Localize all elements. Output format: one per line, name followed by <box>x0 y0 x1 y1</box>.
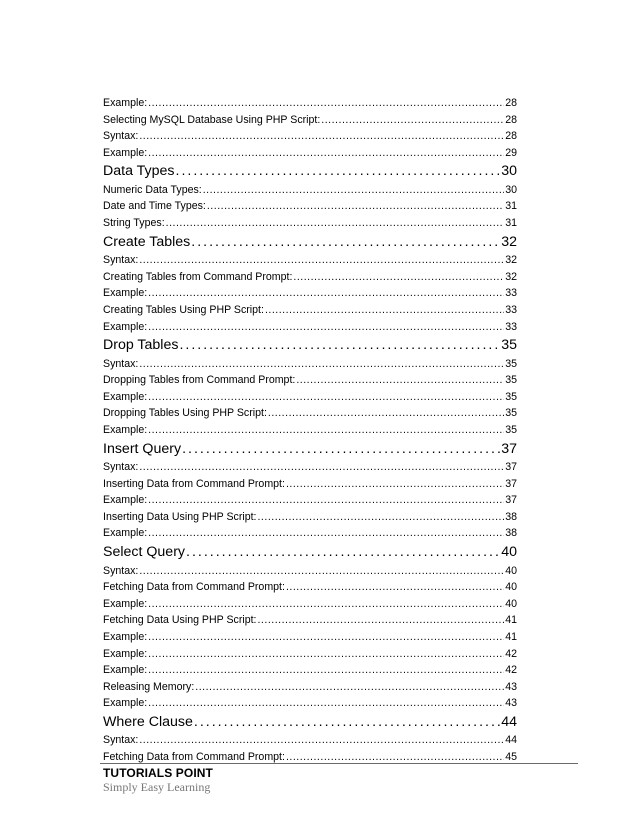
dot-leader <box>186 542 500 563</box>
toc-entry-page: 33 <box>505 303 517 316</box>
dot-leader <box>148 629 504 646</box>
toc-entry-page: 30 <box>505 183 517 196</box>
dot-leader <box>268 405 504 422</box>
toc-entry-label: Releasing Memory: <box>103 680 195 693</box>
footer-subtitle: Simply Easy Learning <box>103 780 211 794</box>
dot-leader <box>148 95 504 112</box>
toc-entry[interactable] <box>103 372 517 389</box>
toc-entry[interactable] <box>103 596 517 613</box>
toc-entry-label: Select Query <box>103 544 186 561</box>
toc-entry[interactable] <box>103 459 517 476</box>
toc-entry[interactable] <box>103 579 517 596</box>
dot-leader <box>148 285 504 302</box>
toc-entry-page: 41 <box>505 614 517 627</box>
toc-entry[interactable] <box>103 285 517 302</box>
toc-entry-label: Inserting Data Using PHP Script: <box>103 510 257 523</box>
toc-entry[interactable] <box>103 112 517 129</box>
dot-leader <box>293 269 504 286</box>
toc-entry[interactable] <box>103 252 517 269</box>
dot-leader <box>139 563 504 580</box>
toc-entry[interactable] <box>103 302 517 319</box>
toc-entry-page: 28 <box>505 97 517 109</box>
toc-entry-page: 41 <box>505 630 517 643</box>
dot-leader <box>286 476 504 493</box>
toc-entry[interactable] <box>103 509 517 526</box>
toc-entry[interactable] <box>103 389 517 406</box>
toc-entry[interactable] <box>103 732 517 749</box>
toc-entry[interactable] <box>103 525 517 542</box>
toc-entry-page: 37 <box>505 461 517 474</box>
dot-leader <box>194 712 500 733</box>
dot-leader <box>139 459 504 476</box>
toc-entry-label: Inserting Data from Command Prompt: <box>103 477 285 490</box>
dot-leader <box>148 646 504 663</box>
toc-entry-page: 40 <box>501 544 517 561</box>
toc-entry-page: 40 <box>505 581 517 594</box>
dot-leader <box>139 732 504 749</box>
toc-entry-page: 28 <box>505 113 517 126</box>
dot-leader <box>139 128 504 145</box>
dot-leader <box>139 356 504 373</box>
toc-entry-label: String Types: <box>103 217 165 230</box>
toc-entry-label: Creating Tables Using PHP Script: <box>103 303 264 316</box>
toc-entry[interactable] <box>103 679 517 696</box>
dot-leader <box>182 439 500 460</box>
toc-heading-entry[interactable] <box>103 439 517 460</box>
toc-entry-label: Example: <box>103 390 148 403</box>
toc-entry-label: Insert Query <box>103 440 182 457</box>
dot-leader <box>321 112 504 129</box>
toc-entry[interactable] <box>103 215 517 232</box>
toc-entry-page: 32 <box>501 233 517 250</box>
toc-entry-page: 44 <box>505 734 517 747</box>
toc-heading-entry[interactable] <box>103 232 517 253</box>
dot-leader <box>207 198 504 215</box>
toc-entry[interactable] <box>103 476 517 493</box>
toc-entry-page: 35 <box>505 390 517 403</box>
toc-entry-label: Dropping Tables from Command Prompt: <box>103 374 296 387</box>
dot-leader <box>179 335 500 356</box>
toc-entry-label: Numeric Data Types: <box>103 183 202 196</box>
toc-entry-page: 37 <box>505 477 517 490</box>
toc-entry-label: Fetching Data from Command Prompt: <box>103 581 285 594</box>
toc-entry[interactable] <box>103 356 517 373</box>
toc-entry-label: Syntax: <box>103 734 139 747</box>
toc-entry[interactable] <box>103 563 517 580</box>
toc-heading-entry[interactable] <box>103 161 517 182</box>
toc-entry-label: Syntax: <box>103 461 139 474</box>
toc-entry-label: Date and Time Types: <box>103 200 206 213</box>
toc-entry-page: 37 <box>501 440 517 457</box>
toc-entry[interactable] <box>103 198 517 215</box>
toc-entry-page: 33 <box>505 287 517 300</box>
toc-entry-label: Example: <box>103 630 148 643</box>
toc-entry-page: 38 <box>505 510 517 523</box>
toc-heading-entry[interactable] <box>103 335 517 356</box>
toc-entry-page: 42 <box>505 647 517 660</box>
toc-entry-page: 45 <box>505 751 517 763</box>
toc-entry-label: Fetching Data from Command Prompt: <box>103 751 285 763</box>
dot-leader <box>286 579 504 596</box>
dot-leader <box>148 525 504 542</box>
toc-entry-page: 35 <box>505 357 517 370</box>
toc-entry-page: 32 <box>505 270 517 283</box>
toc-entry-label: Syntax: <box>103 357 139 370</box>
toc-entry[interactable] <box>103 629 517 646</box>
toc-entry-label: Example: <box>103 664 148 677</box>
toc-entry[interactable] <box>103 405 517 422</box>
dot-leader <box>148 145 504 162</box>
toc-entry-page: 31 <box>505 217 517 230</box>
toc-entry-label: Drop Tables <box>103 337 179 354</box>
dot-leader <box>257 612 504 629</box>
toc-entry-page: 31 <box>505 200 517 213</box>
toc-entry[interactable] <box>103 662 517 679</box>
toc-entry-page: 35 <box>501 337 517 354</box>
toc-entry[interactable] <box>103 422 517 439</box>
toc-entry-page: 35 <box>505 374 517 387</box>
toc-entry-page: 32 <box>505 254 517 267</box>
toc-entry-label: Syntax: <box>103 564 139 577</box>
toc-entry-label: Example: <box>103 287 148 300</box>
toc-entry-page: 43 <box>505 680 517 693</box>
toc-entry[interactable] <box>103 95 517 112</box>
toc-entry-label: Example: <box>103 146 148 159</box>
footer-title: TUTORIALS POINT <box>103 766 213 780</box>
dot-leader <box>296 372 504 389</box>
toc-entry-label: Example: <box>103 527 148 540</box>
toc-entry-label: Where Clause <box>103 713 193 730</box>
toc-entry-page: 40 <box>505 597 517 610</box>
dot-leader <box>148 389 504 406</box>
toc-entry-page: 43 <box>505 697 517 710</box>
table-of-contents <box>103 95 517 766</box>
toc-entry-page: 30 <box>501 163 517 180</box>
toc-entry-label: Creating Tables from Command Prompt: <box>103 270 293 283</box>
toc-entry-label: Example: <box>103 647 148 660</box>
toc-entry[interactable] <box>103 319 517 336</box>
toc-entry-label: Syntax: <box>103 254 139 267</box>
dot-leader <box>139 252 504 269</box>
footer-divider <box>100 763 578 764</box>
dot-leader <box>195 679 504 696</box>
toc-entry[interactable] <box>103 492 517 509</box>
dot-leader <box>166 215 505 232</box>
toc-heading-entry[interactable] <box>103 712 517 733</box>
dot-leader <box>148 695 504 712</box>
toc-entry-label: Dropping Tables Using PHP Script: <box>103 407 267 420</box>
toc-entry-label: Syntax: <box>103 130 139 143</box>
toc-entry-label: Example: <box>103 320 148 333</box>
toc-entry-label: Data Types <box>103 163 175 180</box>
toc-entry-page: 44 <box>501 713 517 730</box>
dot-leader <box>191 232 500 253</box>
toc-entry[interactable] <box>103 695 517 712</box>
toc-entry[interactable] <box>103 269 517 286</box>
dot-leader <box>148 662 504 679</box>
toc-entry-page: 42 <box>505 664 517 677</box>
toc-entry-page: 35 <box>505 424 517 436</box>
toc-entry-page: 28 <box>505 130 517 143</box>
toc-entry-label: Example: <box>103 597 148 610</box>
toc-entry-label: Example: <box>103 697 148 710</box>
toc-entry-page: 35 <box>505 407 517 420</box>
toc-entry[interactable] <box>103 646 517 663</box>
toc-heading-entry[interactable] <box>103 542 517 563</box>
dot-leader <box>148 319 504 336</box>
dot-leader <box>176 161 501 182</box>
dot-leader <box>148 422 504 439</box>
dot-leader <box>148 492 504 509</box>
toc-entry-page: 40 <box>505 564 517 577</box>
toc-entry-page: 33 <box>505 320 517 333</box>
toc-entry[interactable] <box>103 145 517 162</box>
toc-entry-page: 29 <box>505 146 517 159</box>
toc-entry-page: 38 <box>505 527 517 540</box>
toc-entry[interactable] <box>103 182 517 199</box>
dot-leader <box>257 509 504 526</box>
toc-entry-page: 37 <box>505 494 517 507</box>
toc-entry-label: Create Tables <box>103 233 191 250</box>
toc-entry-label: Example: <box>103 494 148 507</box>
toc-entry[interactable] <box>103 612 517 629</box>
dot-leader <box>265 302 504 319</box>
toc-entry[interactable] <box>103 128 517 145</box>
toc-entry-label: Example: <box>103 97 148 109</box>
toc-entry-label: Selecting MySQL Database Using PHP Script: <box>103 113 321 126</box>
dot-leader <box>203 182 504 199</box>
dot-leader <box>148 596 504 613</box>
toc-entry-label: Fetching Data Using PHP Script: <box>103 614 257 627</box>
toc-entry-label: Example: <box>103 424 148 436</box>
